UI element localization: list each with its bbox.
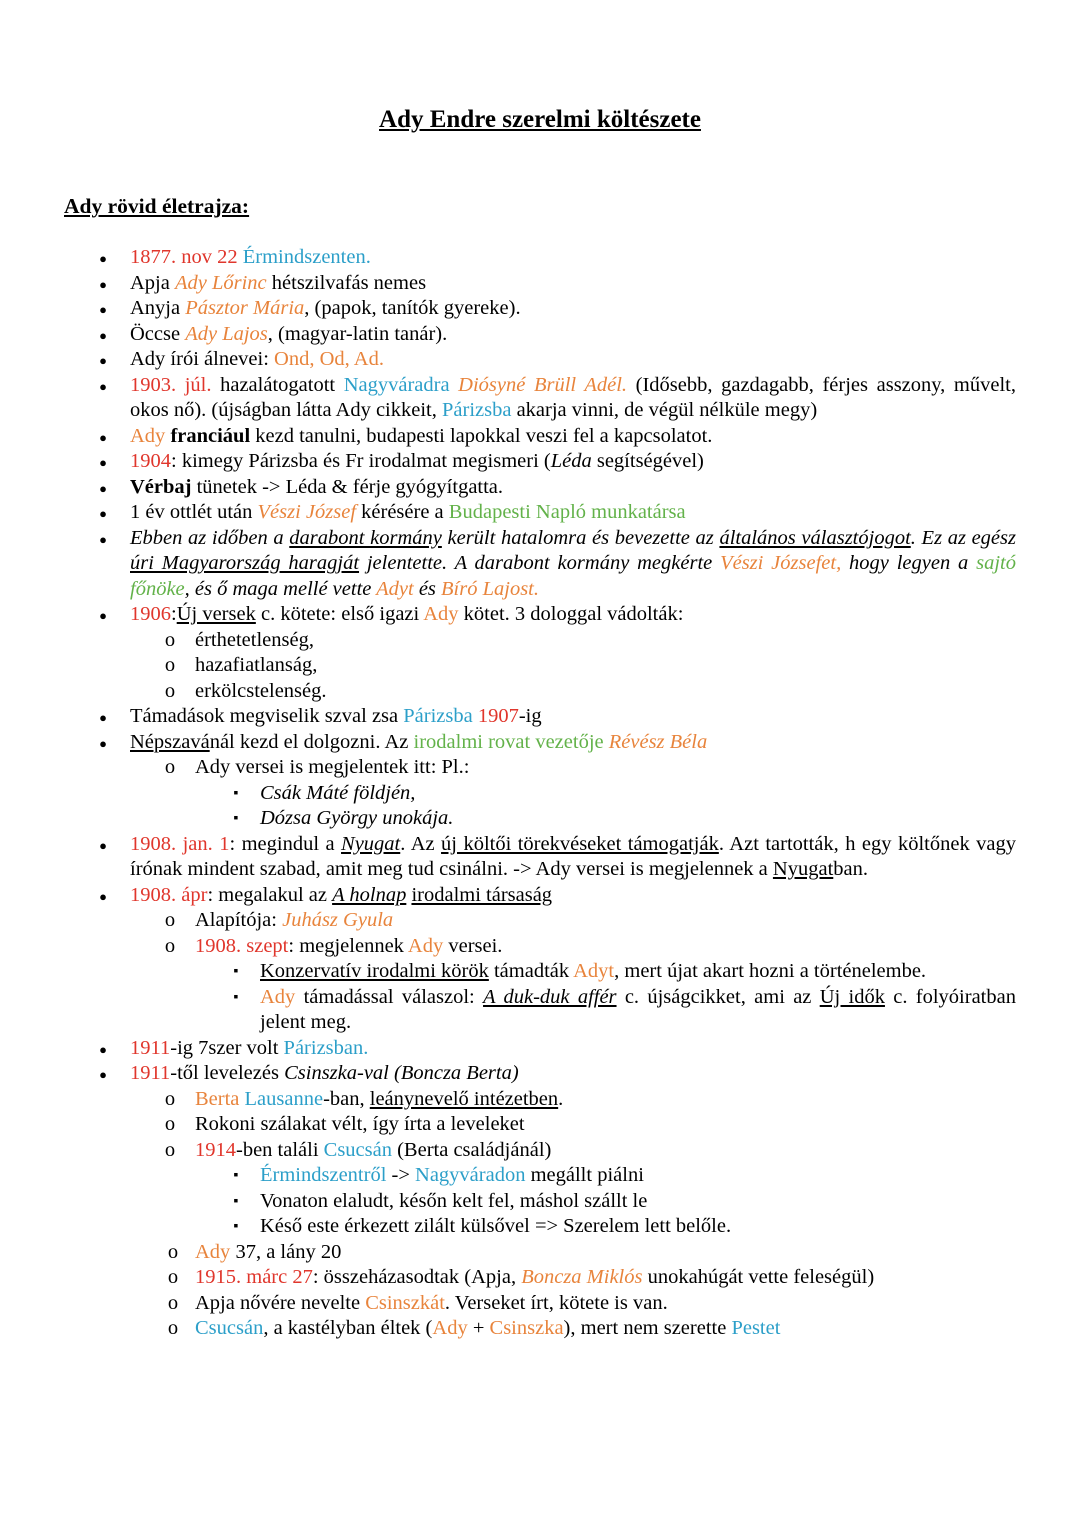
text-segment: Ebben az időben a — [130, 526, 290, 549]
text-segment: Ady — [432, 1317, 468, 1339]
square-bullet-icon — [229, 1189, 243, 1215]
bullet-icon — [96, 245, 110, 272]
list-item — [0, 704, 1080, 730]
circle-bullet-icon — [163, 653, 177, 679]
text-segment: hétszilvafás nemes — [266, 271, 427, 294]
text-segment: 1 év ottlét után — [130, 501, 258, 523]
list-item — [0, 347, 1080, 373]
text-segment: A duk-duk affér — [483, 985, 617, 1008]
list-item — [0, 730, 1080, 756]
text-segment: hazalátogatott — [211, 373, 344, 396]
text-segment: 1904 — [130, 450, 171, 472]
text-segment: hogy legyen a — [841, 552, 977, 574]
text-segment: Pestet — [731, 1317, 781, 1339]
bullet-icon — [96, 500, 110, 527]
bullet-icon — [96, 347, 110, 374]
list-item — [0, 679, 1080, 705]
list-item — [0, 883, 1080, 909]
text-segment: . Azt tartották, h egy költőnek vagy írónak mindent szabad, amit meg tud csinálni. -> Ady versei is megjelennek a — [130, 832, 1016, 880]
text-segment: 1914 — [195, 1138, 236, 1161]
text-segment: Pásztor Mária — [185, 297, 305, 319]
text-segment: Érmindszenten. — [242, 246, 371, 268]
bullet-icon — [96, 449, 110, 476]
text-segment: -ban, — [323, 1087, 370, 1110]
text-segment: Csucsán — [323, 1138, 392, 1161]
text-segment: 1903. júl. — [130, 373, 212, 396]
text-segment: Ady — [423, 603, 459, 625]
list-item — [0, 1087, 1080, 1113]
text-segment: . — [558, 1087, 564, 1110]
list-item — [0, 1240, 1080, 1266]
text-segment: Késő este érkezett zilált külsővel => Szerelem lett belőle. — [260, 1215, 732, 1237]
text-segment: Ady Lőrinc — [174, 271, 267, 294]
text-segment: versei. — [443, 934, 503, 957]
list-item — [0, 653, 1080, 679]
text-segment: Rokoni szálakat vélt, így írta a leveleket — [195, 1113, 525, 1135]
text-segment: -ig 7szer volt — [170, 1036, 284, 1059]
bullet-icon — [96, 704, 110, 731]
text-segment: nál kezd el dolgozni. Az — [209, 730, 414, 753]
text-segment: (Berta családjánál) — [391, 1138, 552, 1161]
text-segment: -ben találi — [236, 1138, 324, 1161]
text-segment: , (magyar-latin tanár). — [267, 322, 448, 345]
text-segment: sajtó főnöke — [130, 552, 1016, 600]
list-item — [0, 1214, 1080, 1240]
circle-bullet-icon — [166, 1240, 180, 1266]
list-item — [0, 424, 1080, 450]
text-segment: : — [171, 603, 177, 625]
bullet-icon — [96, 373, 110, 400]
bullet-icon — [96, 832, 110, 859]
text-segment: c. folyóiratban jelent meg. — [260, 985, 1016, 1033]
text-segment: 1908. szept — [195, 934, 289, 957]
section-heading: Ady rövid életrajza: — [64, 194, 250, 218]
text-segment: Adyt — [376, 577, 414, 600]
text-segment: Lausanne — [244, 1087, 324, 1110]
text-segment: Diósyné Brüll Adél. — [458, 373, 628, 396]
text-segment: Nyugat — [341, 832, 401, 855]
text-segment: és — [413, 577, 442, 600]
list-item — [0, 1163, 1080, 1189]
text-segment: c. kötete: első igazi — [255, 603, 424, 625]
circle-bullet-icon — [163, 934, 177, 960]
text-segment: Léda — [550, 450, 592, 472]
text-segment: új költői törekvéseket támogatják — [441, 832, 719, 855]
circle-bullet-icon — [166, 1265, 180, 1291]
text-segment: Juhász Gyula — [282, 909, 394, 931]
text-segment: úri Magyarország haragját — [130, 552, 360, 574]
list-item — [0, 296, 1080, 322]
text-segment: jelentette. A darabont kormány megkérte — [359, 552, 721, 574]
list-item — [0, 806, 1080, 832]
text-segment: . Az — [400, 832, 442, 855]
text-segment: Berta — [195, 1087, 240, 1110]
bullet-icon — [96, 883, 110, 910]
text-segment: 37, a lány 20 — [230, 1240, 342, 1263]
bullet-icon — [96, 424, 110, 451]
text-segment: Csinszka-val (Boncza Berta) — [284, 1062, 519, 1084]
text-segment: Párizsban. — [283, 1036, 369, 1059]
bullet-icon — [96, 322, 110, 349]
text-segment: Nagyváradon — [415, 1164, 526, 1186]
list-item — [0, 475, 1080, 501]
text-segment: Dózsa György unokája. — [260, 807, 454, 829]
list-item — [0, 373, 1080, 424]
circle-bullet-icon — [163, 628, 177, 654]
text-segment: erkölcstelenség. — [195, 679, 327, 702]
bullet-icon — [96, 730, 110, 757]
text-segment: Adyt — [573, 960, 615, 982]
text-segment: : megjelennek — [288, 934, 408, 957]
text-segment: 1908. ápr — [130, 883, 208, 906]
text-segment: tünetek -> Léda & férje gyógyítgatta. — [191, 475, 504, 498]
list-item — [0, 271, 1080, 297]
text-segment: Párizsba — [442, 399, 512, 421]
text-segment: Anyja — [130, 297, 186, 319]
text-segment: 1906 — [130, 603, 171, 625]
text-segment: Vérbaj — [130, 475, 192, 498]
bullet-icon — [96, 271, 110, 298]
bullet-icon — [96, 1061, 110, 1088]
text-segment: 1877. nov 22 — [130, 246, 243, 268]
text-segment: Csinszkát — [365, 1291, 445, 1314]
list-item — [0, 245, 1080, 271]
list-item — [0, 1112, 1080, 1138]
text-segment: -ig — [518, 705, 542, 727]
circle-bullet-icon — [163, 1087, 177, 1113]
square-bullet-icon — [229, 806, 243, 832]
square-bullet-icon — [229, 781, 243, 807]
list-item — [0, 449, 1080, 475]
text-segment: került hatalomra és bevezette az — [441, 526, 720, 549]
list-item — [0, 322, 1080, 348]
square-bullet-icon — [229, 985, 243, 1011]
text-segment: : megalakul az — [207, 883, 333, 906]
text-segment: , (papok, tanítók gyereke). — [304, 297, 521, 319]
text-segment: Párizsba — [403, 705, 473, 727]
biography-list — [0, 245, 1080, 1342]
text-segment: kezd tanulni, budapesti lapokkal veszi fel a kapcsolatot. — [250, 424, 713, 447]
text-segment: Támadások megviselik szval zsa — [130, 705, 404, 727]
list-item — [0, 959, 1080, 985]
bullet-icon — [96, 526, 110, 553]
text-segment: támadással válaszol: — [295, 985, 484, 1008]
bullet-icon — [96, 475, 110, 502]
text-segment: Új idők — [819, 985, 885, 1008]
text-segment: . Ez az egész — [910, 526, 1016, 549]
list-item — [0, 602, 1080, 628]
list-item — [0, 1138, 1080, 1164]
circle-bullet-icon — [163, 755, 177, 781]
text-segment: Révész Béla — [608, 730, 708, 753]
text-segment: Boncza Miklós — [521, 1266, 643, 1288]
text-segment: támadták — [488, 960, 574, 982]
circle-bullet-icon — [163, 908, 177, 934]
list-item — [0, 1265, 1080, 1291]
list-item — [0, 781, 1080, 807]
text-segment: Konzervatív irodalmi körök — [260, 960, 489, 982]
text-segment: Csák Máté földjén, — [260, 781, 416, 804]
text-segment: franciául — [170, 424, 251, 447]
text-segment: , mert újat akart hozni a történelembe. — [614, 960, 927, 982]
list-item — [0, 1316, 1080, 1342]
text-segment: Ady — [407, 934, 444, 957]
square-bullet-icon — [229, 1163, 243, 1189]
text-segment: Nyugat — [772, 858, 834, 880]
text-segment: darabont kormány — [289, 526, 442, 549]
text-segment: Bíró Lajost. — [441, 577, 539, 600]
text-segment: Csucsán — [195, 1317, 264, 1339]
text-segment: -től levelezés — [170, 1062, 285, 1084]
text-segment: Nagyváradra — [343, 373, 450, 396]
text-segment: + — [467, 1317, 490, 1339]
text-segment: Vészi Józsefet, — [720, 552, 842, 574]
list-item — [0, 1291, 1080, 1317]
text-segment: 1911 — [130, 1036, 171, 1059]
text-segment: : megindul a — [229, 832, 342, 855]
circle-bullet-icon — [163, 679, 177, 705]
list-item — [0, 526, 1080, 603]
text-segment: , a kastélyban éltek ( — [263, 1317, 433, 1339]
square-bullet-icon — [229, 959, 243, 985]
list-item — [0, 628, 1080, 654]
list-item — [0, 755, 1080, 781]
text-segment: 1907 — [477, 705, 519, 727]
bullet-icon — [96, 1036, 110, 1063]
text-segment: Apja nővére nevelte — [195, 1291, 366, 1314]
text-segment: irodalmi társaság — [411, 883, 553, 906]
circle-bullet-icon — [166, 1316, 180, 1342]
text-segment: ), mert nem szerette — [563, 1317, 732, 1339]
text-segment: Népszavá — [130, 730, 210, 753]
text-segment: Ady — [195, 1240, 231, 1263]
text-segment: Vészi József — [257, 501, 357, 523]
circle-bullet-icon — [166, 1291, 180, 1317]
list-item — [0, 985, 1080, 1036]
circle-bullet-icon — [163, 1138, 177, 1164]
text-segment: Ady — [260, 985, 296, 1008]
text-segment: leánynevelő intézetben — [369, 1087, 559, 1110]
text-segment: irodalmi rovat vezetője — [413, 730, 604, 753]
text-segment: Budapesti Napló — [448, 501, 587, 523]
list-item — [0, 832, 1080, 883]
bullet-icon — [96, 602, 110, 629]
text-segment: Érmindszentről — [260, 1164, 387, 1186]
list-item — [0, 1036, 1080, 1062]
list-item — [0, 1061, 1080, 1087]
text-segment: általános választójogot — [719, 526, 911, 549]
text-segment: Új versek — [176, 603, 256, 625]
text-segment: Ady versei is megjelentek itt: Pl.: — [195, 756, 470, 778]
text-segment: Öccse — [130, 322, 186, 345]
bullet-icon — [96, 296, 110, 323]
text-segment: kötet. 3 dologgal vádolták: — [458, 603, 684, 625]
text-segment: -> — [386, 1164, 416, 1186]
text-segment: Ond, Od, Ad. — [274, 348, 384, 370]
text-segment: Ady írói álnevei: — [130, 348, 275, 370]
text-segment: munkatársa — [586, 501, 686, 523]
text-segment: hazafiatlanság, — [195, 654, 318, 676]
list-item — [0, 908, 1080, 934]
text-segment: Alapítója: — [195, 909, 283, 931]
text-segment: c. újságcikket, ami az — [616, 985, 820, 1008]
text-segment: segítségével) — [591, 450, 704, 472]
text-segment: Csinszka — [489, 1317, 564, 1339]
text-segment: , és ő maga mellé vette — [184, 577, 377, 600]
text-segment: akarja vinni, de végül nélküle megy) — [511, 399, 818, 421]
text-segment: Vonaton elaludt, későn kelt fel, máshol szállt le — [260, 1189, 648, 1212]
text-segment: érthetetlenség, — [195, 628, 314, 651]
text-segment: : összeházasodtak (Apja, — [312, 1266, 522, 1288]
text-segment: 1908. jan. 1 — [130, 832, 230, 855]
text-segment: A holnap — [332, 883, 407, 906]
text-segment: kérésére a — [356, 501, 449, 523]
text-segment: . Verseket írt, kötete is van. — [444, 1291, 668, 1314]
text-segment: unokahúgát vette feleségül) — [642, 1266, 875, 1288]
text-segment: megállt piálni — [525, 1164, 644, 1186]
circle-bullet-icon — [163, 1112, 177, 1138]
list-item — [0, 1189, 1080, 1215]
text-segment: Ady — [130, 424, 166, 447]
square-bullet-icon — [229, 1214, 243, 1240]
document-title: Ady Endre szerelmi költészete — [379, 106, 701, 133]
text-segment: Apja — [130, 271, 175, 294]
text-segment: Ady Lajos — [185, 322, 268, 345]
text-segment — [450, 374, 459, 396]
list-item — [0, 500, 1080, 526]
text-segment: (Idősebb, gazdagabb, férjes asszony, művelt, okos nő). (újságban látta Ady cikkeit, — [130, 373, 1016, 421]
list-item — [0, 934, 1080, 960]
text-segment: ban. — [833, 858, 869, 880]
text-segment: : kimegy Párizsba és Fr irodalmat megismeri ( — [171, 450, 551, 472]
text-segment: 1915. márc 27 — [195, 1266, 313, 1288]
text-segment: 1911 — [130, 1062, 171, 1084]
